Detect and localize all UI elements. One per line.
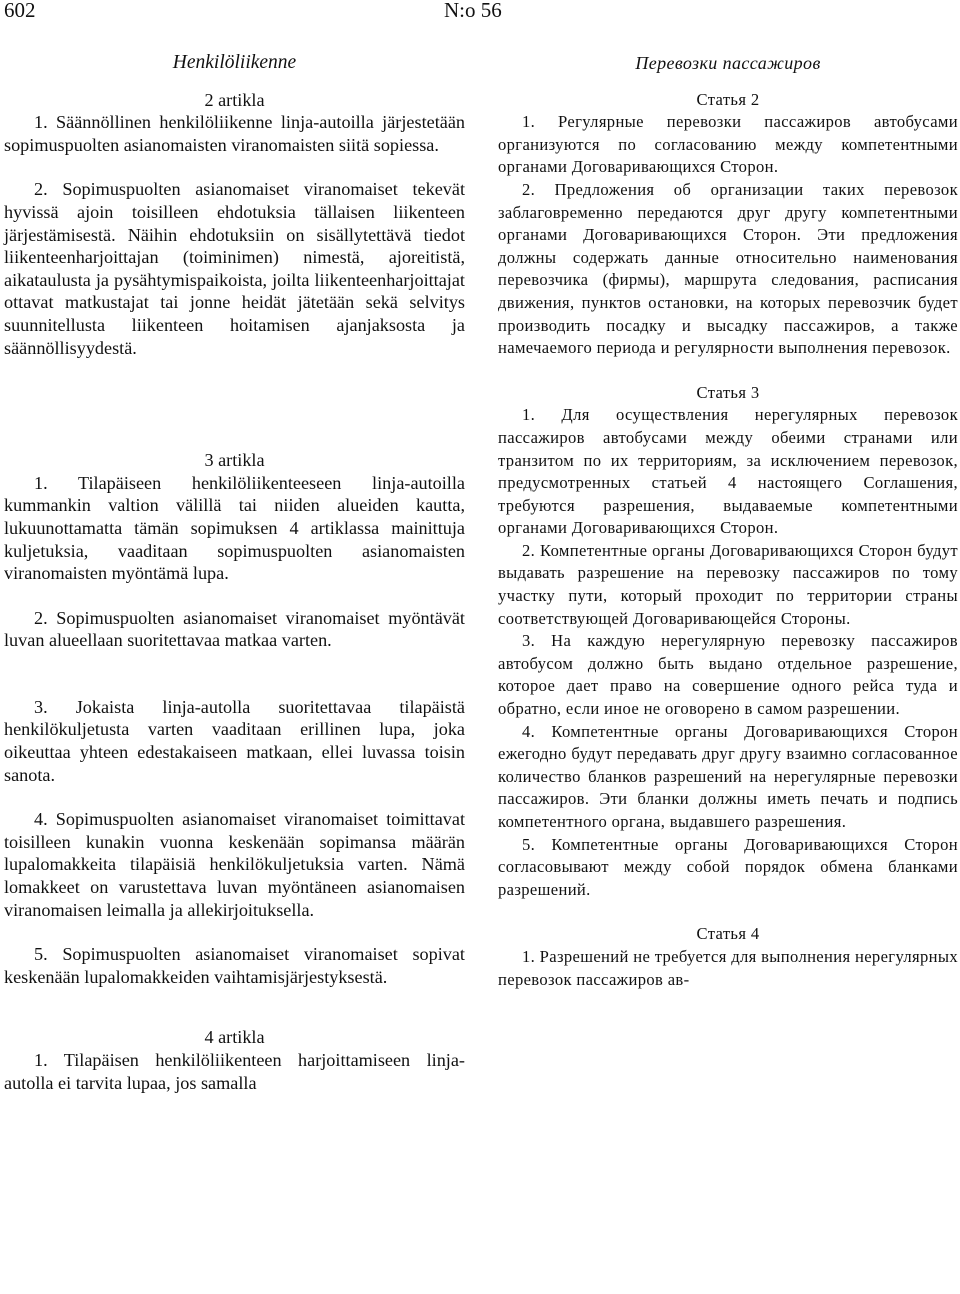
- page-number: 602: [4, 0, 36, 22]
- finnish-article-3-paragraph-1: 1. Tilapäiseen henkilöliikenteeseen linja-autoilla kummankin valtion välillä tai niiden alueiden kautta, lukuunottamatta tämän sopimuksen 4 artiklassa mainittuja kuljetuksia, vaaditaan sopimuspuolten asianomaisten viranomaisten myöntämä lupa.: [4, 472, 465, 584]
- finnish-article-3-title: 3 artikla: [204, 450, 265, 471]
- russian-article-2-paragraph-2: 2. Предложения об организации таких перевозок заблаговременно передаются друг другу компетентными органами Договаривающихся Сторон. Эти предложения должны содержать данные относительно наименования перевозчика (фирмы), маршрута следования, расписания движения, пунктов остановки, на которых перевозчик будет производить посадку и высадку пассажиров, а также намечаемого периода и регулярности выполнения перевозок.: [498, 179, 958, 358]
- russian-article-3-paragraph-4: 4. Компетентные органы Договаривающихся Сторон ежегодно будут передавать друг другу взаимно согласованное количество бланков разрешений на нерегулярные перевозки пассажиров. Эти бланки должны иметь печать и подпись компетентного органа, выдавшего разрешения.: [498, 721, 958, 831]
- finnish-article-2-paragraph-2: 2. Sopimuspuolten asianomaiset viranomaiset tekevät hyvissä ajoin toisilleen ehdotuksia tällaisen liikenteen järjestämisestä. Näihin ehdotuksiin on sisällytettävä tiedot liikenteenharjoittajan (toiminimen) nimestä, ajoreitistä, aikataulusta ja pysähtymispaikoista, joilta liikenteenharjoittajat ottavat matkustajat tai jonne heidät jätetään sekä selvitys suunnitellusta liikenteen hoitamisen ajanjaksosta ja säännöllisyydestä.: [4, 179, 465, 358]
- finnish-column: [4, 52, 465, 1094]
- finnish-article-3-paragraph-4: 4. Sopimuspuolten asianomaiset viranomaiset toimittavat toisilleen kunakin vuonna keskenään sopimansa määrän lupalomakkeita tilapäisiä henkilökuljetuksia varten. Nämä lomakkeet on varustettava luvan myöntäneen asianomaisen viranomaisen leimalla ja allekirjoituksella.: [4, 809, 465, 920]
- finnish-article-2-paragraph-1: 1. Säännöllinen henkilöliikenne linja-autoilla järjestetään sopimuspuolten asianomaisten viranomaisten siitä sopiessa.: [4, 112, 465, 155]
- russian-article-3-paragraph-5: 5. Компетентные органы Договаривающихся Сторон согласовывают между собой порядок обмена бланками разрешений.: [498, 834, 958, 899]
- russian-article-3-paragraph-3: 3. На каждую нерегулярную перевозку пассажиров автобусом должно быть выдано отдельное разрешение, которое дает право на совершение одного рейса туда и обратно, если иное не оговорено в самом разрешении.: [498, 631, 958, 719]
- finnish-section-heading: Henkilöliikenne: [172, 52, 297, 73]
- issue-number: N:o 56: [444, 0, 502, 22]
- finnish-article-3-paragraph-2: 2. Sopimuspuolten asianomaiset viranomaiset myöntävät luvan alueellaan suoritettavaa matkaa varten.: [4, 607, 465, 651]
- finnish-article-3-paragraph-3: 3. Jokaista linja-autolla suoritettavaa tilapäistä henkilökuljetusta varten vaaditaan erillinen lupa, joka oikeuttaa yhteen edestakaiseen matkaan, ellei luvassa toisin sanota.: [4, 696, 465, 785]
- russian-article-3-title: Статья 3: [696, 382, 760, 402]
- russian-article-2-paragraph-1: 1. Регулярные перевозки пассажиров автобусами организуются по согласованию между компетентными органами Договаривающихся Сторон.: [498, 112, 958, 177]
- russian-article-4-title: Статья 4: [696, 924, 760, 944]
- russian-article-2-title: Статья 2: [696, 89, 760, 109]
- russian-article-3-paragraph-2: 2. Компетентные органы Договаривающихся Сторон будут выдавать разрешение на перевозку пассажиров по тому участку пути, который проходит по территории страны соответствующей Договаривающейся Стороны.: [498, 540, 958, 628]
- russian-article-3-paragraph-1: 1. Для осуществления нерегулярных перевозок пассажиров автобусами между обеими странами или транзитом по их территориям, за исключением перевозок, предусмотренных статьей 4 настоящего Соглашения, требуются разрешения, выдаваемые компетентными органами Договаривающихся Сторон.: [498, 405, 958, 538]
- page-header: [0, 0, 960, 30]
- finnish-article-4-title: 4 artikla: [204, 1027, 265, 1048]
- russian-article-4-paragraph-1: 1. Разрешений не требуется для выполнения нерегулярных перевозок пассажиров ав-: [498, 946, 958, 989]
- russian-section-heading: Перевозки пассажиров: [635, 53, 821, 73]
- finnish-article-2-title: 2 artikla: [204, 89, 265, 110]
- russian-column: [498, 52, 958, 991]
- finnish-article-4-paragraph-1: 1. Tilapäisen henkilöliikenteen harjoittamiseen linja-autolla ei tarvita lupaa, jos samalla: [4, 1050, 465, 1093]
- finnish-article-3-paragraph-5: 5. Sopimuspuolten asianomaiset viranomaiset sopivat keskenään lupalomakkeiden vaihtamisjärjestyksestä.: [4, 944, 465, 987]
